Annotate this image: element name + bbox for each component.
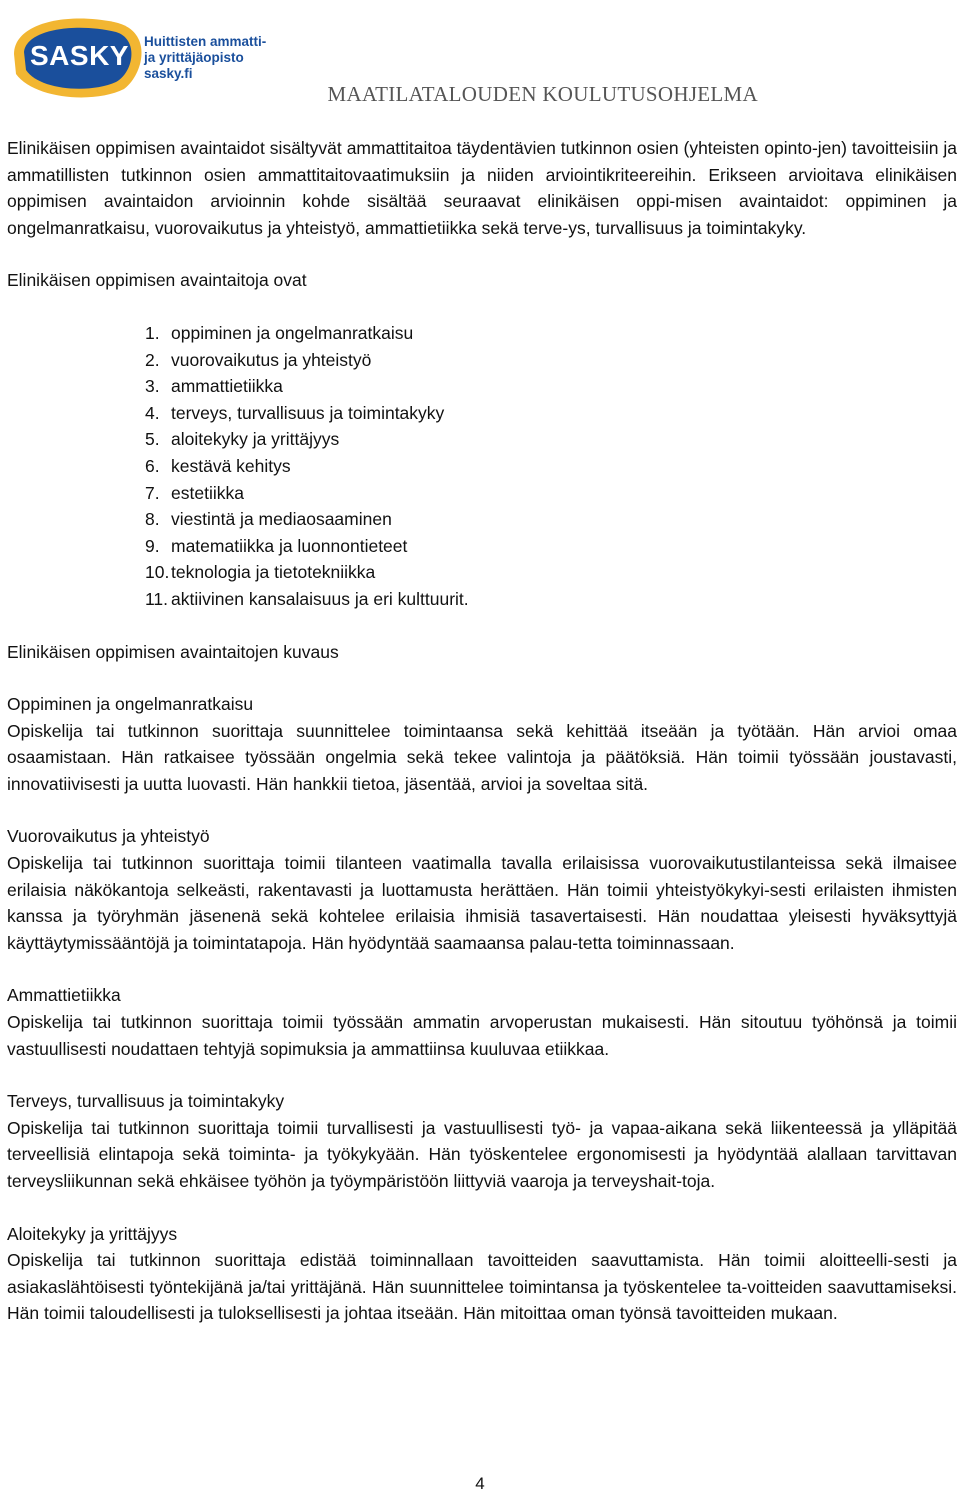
description-heading: Elinikäisen oppimisen avaintaitojen kuvaus	[7, 641, 339, 662]
institution-line-2: ja yrittäjäopisto	[144, 50, 244, 65]
section-text: Opiskelija tai tutkinnon suorittaja suunnittelee toimintaansa sekä kehittää itseään ja työtään. Hän arvioi omaa osaamistaan. Hän ratkaisee työssään ongelmia sekä tekee valintoja ja päätöksiä. Hän toimii työssään joustavasti, innovatiivisesti ja uutta luovasti. Hän hankkii tietoa, jäsentää, arvioi ja soveltaa sitä.	[7, 720, 957, 794]
page-number: 4	[475, 1474, 485, 1493]
section-title: Ammattietiikka	[7, 985, 121, 1006]
logo-wordmark: SASKY	[30, 40, 129, 71]
list-item: 1. oppiminen ja ongelmanratkaisu	[145, 322, 414, 343]
list-item: 3. ammattietiikka	[145, 376, 283, 397]
document-title: MAATILATALOUDEN KOULUTUSOHJELMA	[327, 82, 758, 106]
skills-list	[7, 320, 957, 613]
section-text: Opiskelija tai tutkinnon suorittaja edistää toiminnallaan tavoitteiden saavuttamista. Hän toimii aloitteelli-sesti ja asiakaslähtöisesti työntekijänä ja/tai yrittäjänä. Hän suunnittelee toimintansa ja työskentelee ta-voitteiden saavuttamiseksi. Hän toimii taloudellisesti ja tuloksellisesti ja johtaa itseään. Hän mitoittaa oman työnsä tavoitteiden mukaan.	[7, 1250, 957, 1324]
list-item: 2. vuorovaikutus ja yhteistyö	[145, 349, 372, 370]
list-item: 10. teknologia ja tietotekniikka	[145, 562, 376, 583]
intro-paragraph: Elinikäisen oppimisen avaintaidot sisältyvät ammattitaitoa täydentävien tutkinnon osien (yhteisten opinto-jen) tavoitteisiin ja ammatillisten tutkinnon osien ammattitaitovaatimuksiin ja niiden arviointikriteereihin. Erikseen arvioitava elinikäisen oppimisen avaintaidon arvioinnin kohde sisältää seuraavat elinikäisen oppi-misen avaintaidot: oppiminen ja ongelmanratkaisu, vuorovaikutus ja yhteistyö, ammattietiikka sekä terve-ys, turvallisuus ja toimintakyky.	[7, 138, 957, 238]
page-header	[0, 0, 960, 110]
section-title: Aloitekyky ja yrittäjyys	[7, 1223, 178, 1244]
list-item: 11. aktiivinen kansalaisuus ja eri kulttuurit.	[145, 588, 469, 609]
list-item: 8. viestintä ja mediaosaaminen	[145, 509, 392, 530]
section-title: Vuorovaikutus ja yhteistyö	[7, 826, 210, 847]
list-item: 5. aloitekyky ja yrittäjyys	[145, 429, 340, 450]
document-body	[7, 135, 957, 1327]
list-item: 4. terveys, turvallisuus ja toimintakyky	[145, 402, 445, 423]
section-text: Opiskelija tai tutkinnon suorittaja toimii tilanteen vaatimalla tavalla erilaisissa vuorovaikutustilanteissa sekä ilmaisee erilaisia näkökantoja selkeästi, rakentavasti ja luottamusta herättäen. Hän toimii yhteistyökykyi-sesti erilaisten ihmisten kanssa ja työryhmän jäsenenä sekä kohtelee erilaisia ihmisiä tasavertaisesti. Hän noudattaa yleisesti hyväksyttyjä käyttäytymissääntöjä ja toimintatapoja. Hän hyödyntää saamaansa palau-tetta toiminnassaan.	[7, 853, 957, 953]
institution-line-3: sasky.fi	[144, 66, 193, 81]
list-item: 9. matematiikka ja luonnontieteet	[145, 535, 408, 556]
institution-line-1: Huittisten ammatti-	[144, 34, 267, 49]
section-title: Terveys, turvallisuus ja toimintakyky	[7, 1091, 285, 1112]
sasky-logo	[4, 4, 284, 104]
section-title: Oppiminen ja ongelmanratkaisu	[7, 694, 254, 715]
list-item: 6. kestävä kehitys	[145, 455, 291, 476]
list-item: 7. estetiikka	[145, 482, 244, 503]
list-heading: Elinikäisen oppimisen avaintaitoja ovat	[7, 270, 307, 291]
section-text: Opiskelija tai tutkinnon suorittaja toimii työssään ammatin arvoperustan mukaisesti. Hän sitoutuu työhönsä ja toimii vastuullisesti noudattaen tehtyjä sopimuksia ja ammattiinsa kuuluvaa etiikkaa.	[7, 1012, 957, 1059]
section-text: Opiskelija tai tutkinnon suorittaja toimii turvallisesti ja vastuullisesti työ- ja vapaa-aikana sekä liikenteessä ja ylläpitää terveellisiä elintapoja sekä toiminta- ja työkykyään. Hän työskentelee ergonomisesti ja hyödyntää alallaan tarvittavan terveysliikunnan sekä ehkäisee työhön ja työympäristöön liittyviä vaaroja ja terveyshait-toja.	[7, 1117, 957, 1191]
